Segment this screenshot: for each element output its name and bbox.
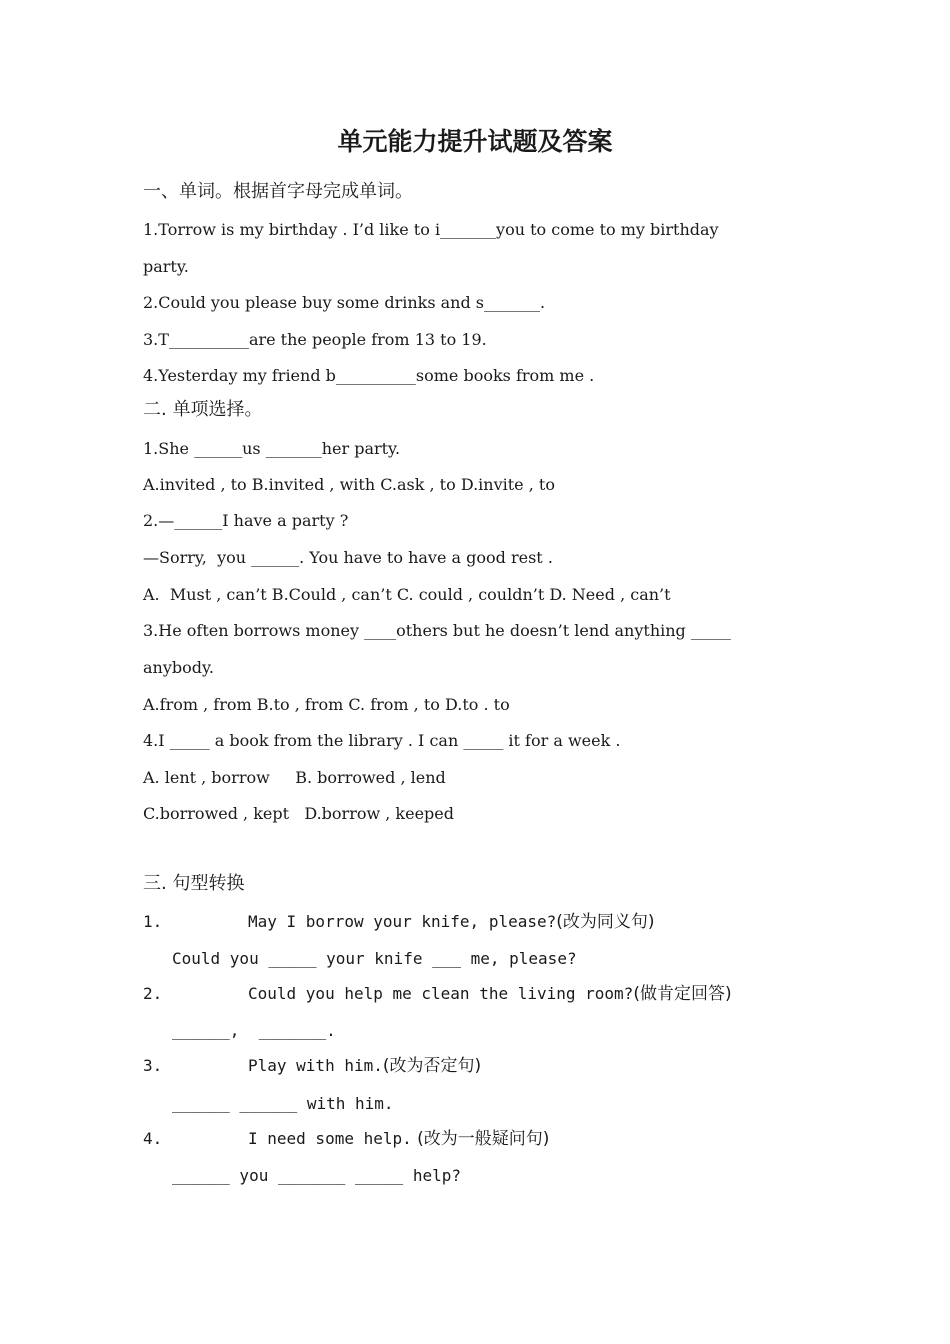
s3-item-1-number: 1.	[143, 912, 163, 931]
s3-item-4-number: 4.	[143, 1129, 163, 1148]
s3-item-3-note: (改为否定句)	[382, 1056, 482, 1076]
s3-item-1-note: (改为同义句)	[556, 912, 655, 932]
s3-item-2-number: 2.	[143, 984, 163, 1003]
s3-item-2-answer: ______, _______.	[172, 1021, 336, 1040]
s3-item-1-question-text: May I borrow your knife, please?	[248, 912, 557, 931]
s2-line-9: 4.I _____ a book from the library . I can _____ it for a week .	[143, 731, 621, 750]
s2-line-2: A.invited , to B.invited , with C.ask , to D.invite , to	[143, 475, 555, 494]
s3-item-4-question-text: I need some help.	[248, 1129, 412, 1148]
section-2-heading: 二. 单项选择。	[143, 399, 263, 420]
s3-item-4-answer: ______ you _______ _____ help?	[172, 1166, 461, 1185]
s3-item-3-question-text: Play with him.	[248, 1056, 383, 1075]
page-title: 单元能力提升试题及答案	[337, 127, 613, 156]
s3-item-3-number: 3.	[143, 1056, 163, 1075]
s2-line-10: A. lent , borrow B. borrowed , lend	[143, 768, 446, 787]
section-1-heading: 一、单词。根据首字母完成单词。	[143, 181, 413, 202]
s2-line-11: C.borrowed , kept D.borrow , keeped	[143, 804, 455, 823]
s3-item-2-question-text: Could you help me clean the living room?	[248, 984, 634, 1003]
s3-item-3-question	[248, 1056, 481, 1076]
s3-item-1-question	[248, 912, 655, 932]
s1-line-5: 4.Yesterday my friend b__________some books from me .	[143, 366, 595, 385]
s3-item-1-answer: Could you _____ your knife ___ me, please?	[172, 949, 577, 968]
s2-line-3: 2.—______I have a party ?	[143, 511, 349, 530]
s2-line-1: 1.She ______us _______her party.	[143, 439, 401, 458]
s3-item-2-note: (做肯定回答)	[633, 984, 732, 1004]
s2-line-6: 3.He often borrows money ____others but he doesn’t lend anything _____	[143, 621, 731, 640]
s1-line-2: party.	[143, 257, 189, 276]
s3-item-4-note: (改为一般疑问句)	[411, 1129, 550, 1149]
s3-item-3-answer: ______ ______ with him.	[172, 1094, 394, 1113]
s2-line-7: anybody.	[143, 658, 214, 677]
s3-item-4-question	[248, 1129, 549, 1149]
section-3-heading: 三. 句型转换	[143, 873, 245, 894]
s1-line-3: 2.Could you please buy some drinks and s_______.	[143, 293, 546, 312]
s3-item-2-question	[248, 984, 732, 1004]
s2-line-4: —Sorry, you ______. You have to have a good rest .	[143, 548, 553, 567]
s2-line-5: A. Must , can’t B.Could , can’t C. could , couldn’t D. Need , can’t	[143, 585, 671, 604]
s1-line-4: 3.T__________are the people from 13 to 19.	[143, 330, 487, 349]
s2-line-8: A.from , from B.to , from C. from , to D.to . to	[143, 695, 510, 714]
s1-line-1: 1.Torrow is my birthday . I’d like to i_______you to come to my birthday	[143, 220, 719, 239]
